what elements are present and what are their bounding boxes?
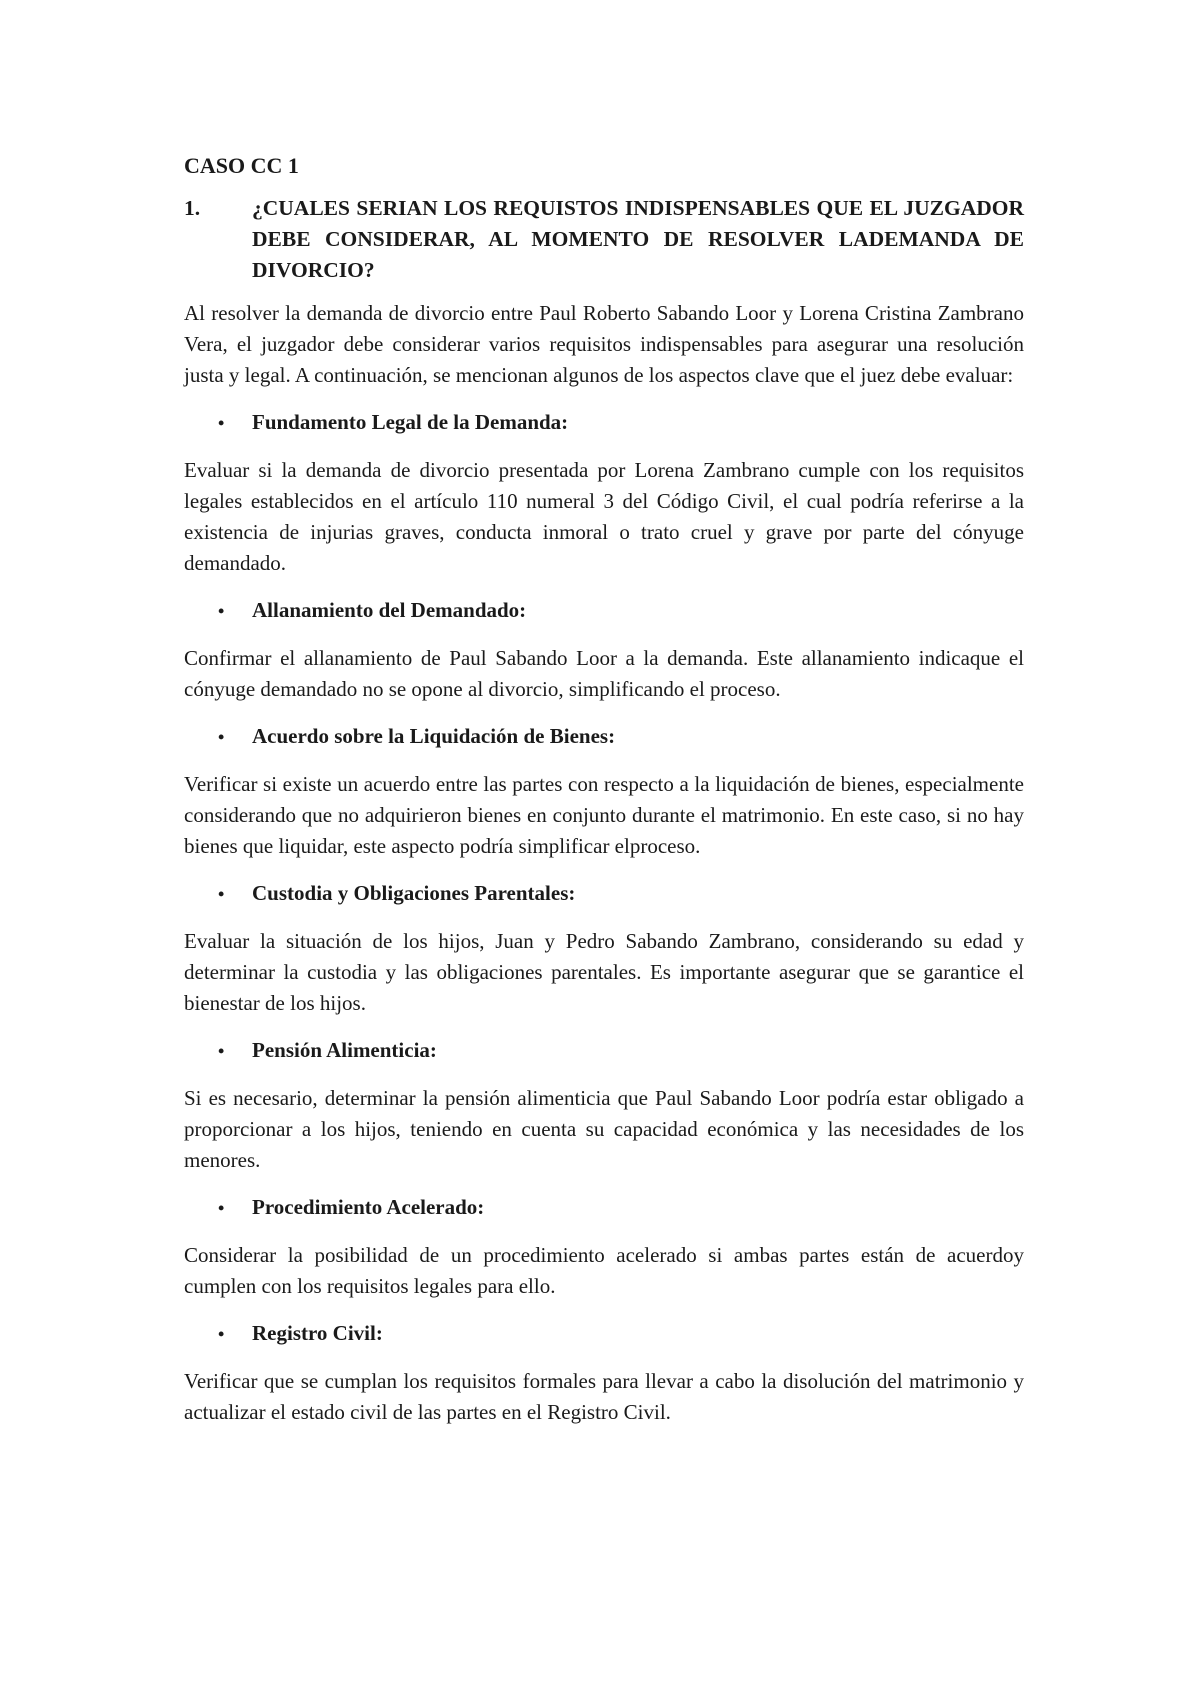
bullet-icon: • — [218, 413, 225, 433]
section-heading-text: Allanamiento del Demandado: — [252, 598, 527, 622]
bullet-icon: • — [218, 1324, 225, 1344]
section-body: Si es necesario, determinar la pensión alimenticia que Paul Sabando Loor podría estar obligado a proporcionar a los hijos, teniendo en cuenta su capacidad económica y las necesidades de los menores. — [184, 1086, 1024, 1172]
section-heading — [184, 1192, 1024, 1224]
bullet-icon: • — [218, 727, 225, 747]
section-heading — [184, 1318, 1024, 1350]
section-heading-text: Acuerdo sobre la Liquidación de Bienes: — [252, 724, 616, 748]
section-heading-text: Registro Civil: — [252, 1321, 383, 1345]
section-body: Evaluar la situación de los hijos, Juan y Pedro Sabando Zambrano, considerando su edad y determinar la custodia y las obligaciones parentales. Es importante asegurar que se garantice el bienestar de los hijos. — [184, 929, 1024, 1015]
bullet-icon: • — [218, 884, 225, 904]
section-body: Considerar la posibilidad de un procedimiento acelerado si ambas partes están de acuerdoy cumplen con los requisitos legales para ello. — [184, 1243, 1024, 1298]
bullet-icon: • — [218, 1041, 225, 1061]
intro-paragraph: Al resolver la demanda de divorcio entre Paul Roberto Sabando Loor y Lorena Cristina Zambrano Vera, el juzgador debe considerar varios requisitos indispensables para asegurar una resolución justa y legal. A continuación, se mencionan algunos de los aspectos clave que el juez debe evaluar: — [184, 301, 1024, 387]
section-body: Verificar si existe un acuerdo entre las partes con respecto a la liquidación de bienes, especialmente considerando que no adquirieron bienes en conjunto durante el matrimonio. En este caso, si no hay bienes que liquidar, este aspecto podría simplificar elproceso. — [184, 772, 1024, 858]
section-heading — [184, 1035, 1024, 1067]
question-item — [184, 193, 1024, 286]
section-heading-text: Procedimiento Acelerado: — [252, 1195, 485, 1219]
section-heading-text: Fundamento Legal de la Demanda: — [252, 410, 569, 434]
section-heading-text: Pensión Alimenticia: — [252, 1038, 437, 1062]
bullet-icon: • — [218, 1198, 225, 1218]
question-number: 1. — [184, 196, 201, 220]
section-heading — [184, 595, 1024, 627]
case-title: CASO CC 1 — [184, 153, 299, 178]
section-body: Evaluar si la demanda de divorcio presentada por Lorena Zambrano cumple con los requisitos legales establecidos en el artículo 110 numeral 3 del Código Civil, el cual podría referirse a la existencia de injurias graves, conducta inmoral o trato cruel y grave por parte del cónyuge demandado. — [184, 458, 1024, 575]
bullet-icon: • — [218, 601, 225, 621]
section-heading — [184, 721, 1024, 753]
section-body: Verificar que se cumplan los requisitos formales para llevar a cabo la disolución del matrimonio y actualizar el estado civil de las partes en el Registro Civil. — [184, 1369, 1024, 1424]
question-text: ¿CUALES SERIAN LOS REQUISTOS INDISPENSABLES QUE EL JUZGADOR DEBE CONSIDERAR, AL MOMENTO DE RESOLVER LADEMANDA DE DIVORCIO? — [252, 196, 1024, 282]
section-heading-text: Custodia y Obligaciones Parentales: — [252, 881, 576, 905]
section-heading — [184, 878, 1024, 910]
document-page — [184, 150, 1024, 1444]
section-heading — [184, 407, 1024, 439]
section-body: Confirmar el allanamiento de Paul Sabando Loor a la demanda. Este allanamiento indicaque el cónyuge demandado no se opone al divorcio, simplificando el proceso. — [184, 646, 1024, 701]
